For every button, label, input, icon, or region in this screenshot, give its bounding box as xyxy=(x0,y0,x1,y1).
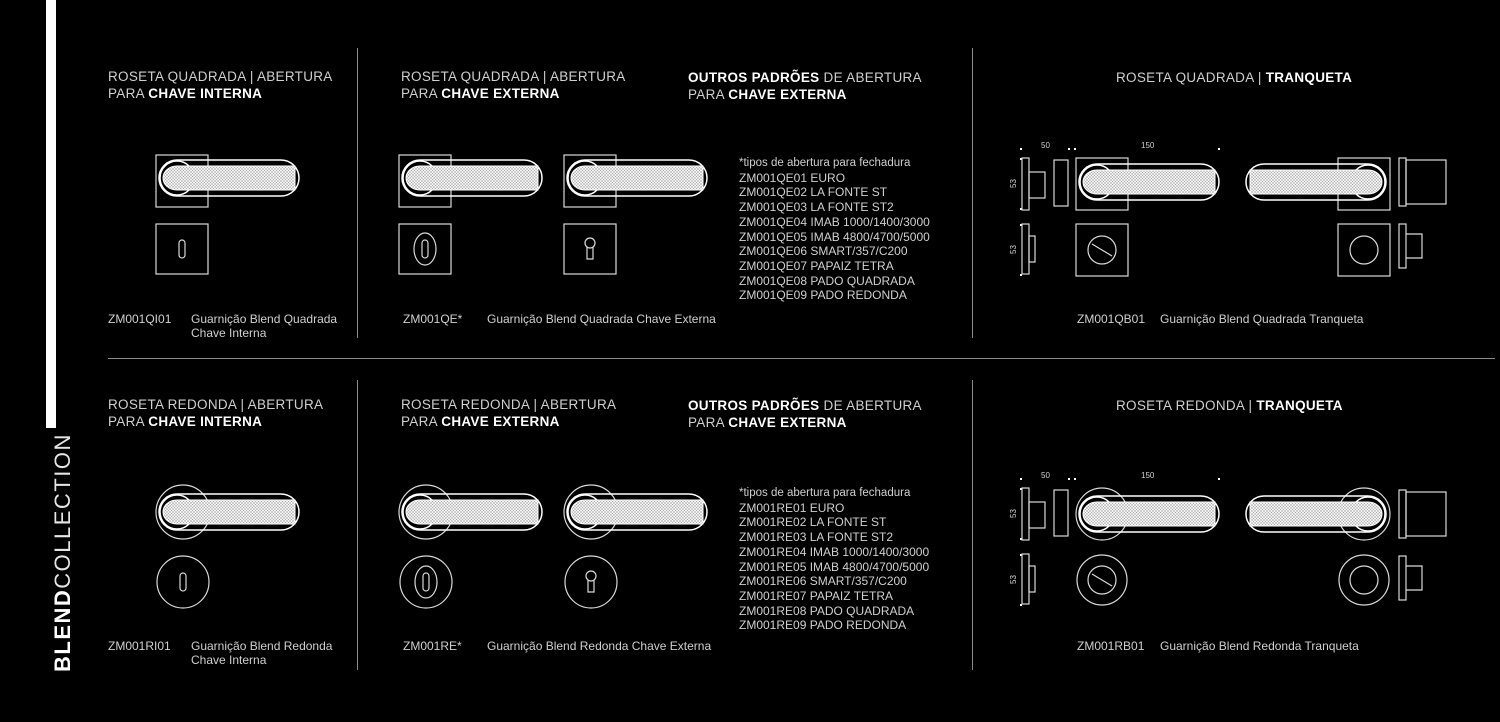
product-code-row: ZM001QI01 Guarnição Blend Quadrada Chave Interna xyxy=(108,312,338,340)
section-title-square-external: ROSETA QUADRADA | ABERTURA PARA CHAVE EXTERNA xyxy=(401,69,626,101)
opening-types-list: *tipos de abertura para fechadura ZM001QE01 EURO ZM001QE02 LA FONTE ST ZM001QE03 LA FONTE ST2 ZM001QE04 IMAB 1000/1400/3000 ZM001QE05 IMAB 4800/4700/5000 ZM001QE06 SMART/357/C200 ZM001QE07 PAPAIZ TETRA ZM001QE08 PADO QUADRADA ZM001QE09 PADO REDONDA xyxy=(739,157,930,303)
section-title-round-tranqueta: ROSETA REDONDA | TRANQUETA xyxy=(1116,398,1343,413)
handle-round-external-oval-drawing xyxy=(398,485,548,610)
list-item: ZM001QE03 LA FONTE ST2 xyxy=(739,200,894,215)
handle-square-external-oval-drawing xyxy=(398,154,548,279)
list-item: ZM001QE06 SMART/357/C200 xyxy=(739,244,908,259)
svg-text:53: 53 xyxy=(1009,575,1018,584)
section-title-square-internal: ROSETA QUADRADA | ABERTURA PARA CHAVE INTERNA xyxy=(108,69,333,101)
svg-text:50: 50 xyxy=(1041,471,1050,480)
handle-round-external-euro-drawing xyxy=(563,485,713,610)
tranqueta-square-technical-drawing xyxy=(1006,138,1456,283)
list-item: ZM001QE08 PADO QUADRADA xyxy=(739,273,915,288)
spine-bar xyxy=(46,0,56,428)
list-item: ZM001RE04 IMAB 1000/1400/3000 xyxy=(739,544,930,559)
svg-text:150: 150 xyxy=(1141,141,1155,150)
divider-vertical xyxy=(357,380,358,670)
section-title-other-patterns: OUTROS PADRÕES DE ABERTURA PARA CHAVE EXTERNA xyxy=(688,398,922,430)
svg-text:150: 150 xyxy=(1141,471,1155,480)
handle-square-external-euro-drawing xyxy=(563,154,713,279)
svg-text:53: 53 xyxy=(1009,509,1018,518)
svg-text:50: 50 xyxy=(1041,141,1050,150)
handle-round-internal-drawing xyxy=(155,485,305,610)
divider-vertical xyxy=(357,48,358,338)
section-title-round-external: ROSETA REDONDA | ABERTURA PARA CHAVE EXTERNA xyxy=(401,397,617,429)
list-item: ZM001RE09 PADO REDONDA xyxy=(739,618,907,633)
product-code-row: ZM001RB01 Guarnição Blend Redonda Tranqueta xyxy=(1077,639,1359,653)
svg-text:53: 53 xyxy=(1009,245,1018,254)
list-item: ZM001RE03 LA FONTE ST2 xyxy=(739,530,894,545)
handle-square-internal-drawing xyxy=(155,154,305,279)
list-item: ZM001QE09 PADO REDONDA xyxy=(739,288,907,303)
product-code-row: ZM001RE* Guarnição Blend Redonda Chave Externa xyxy=(403,639,712,653)
list-item: ZM001QE04 IMAB 1000/1400/3000 xyxy=(739,214,930,229)
list-item: ZM001RE01 EURO xyxy=(739,500,845,515)
list-item: ZM001QE05 IMAB 4800/4700/5000 xyxy=(739,229,930,244)
list-item: ZM001RE07 PAPAIZ TETRA xyxy=(739,588,894,603)
product-code-row: ZM001QB01 Guarnição Blend Quadrada Tranqueta xyxy=(1077,312,1364,326)
list-item: ZM001RE06 SMART/357/C200 xyxy=(739,574,907,589)
divider-horizontal xyxy=(108,358,1495,359)
list-item: ZM001QE07 PAPAIZ TETRA xyxy=(739,258,894,273)
section-title-other-patterns: OUTROS PADRÕES DE ABERTURA PARA CHAVE EXTERNA xyxy=(688,70,922,102)
list-item: ZM001RE08 PADO QUADRADA xyxy=(739,603,915,618)
section-title-square-tranqueta: ROSETA QUADRADA | TRANQUETA xyxy=(1116,70,1353,85)
collection-label: BLENDCOLLECTION xyxy=(50,433,75,672)
tranqueta-round-technical-drawing xyxy=(1006,466,1456,611)
list-item: ZM001RE02 LA FONTE ST xyxy=(739,515,887,530)
divider-vertical xyxy=(972,48,973,338)
list-item: ZM001QE01 EURO xyxy=(739,170,846,185)
svg-text:53: 53 xyxy=(1009,179,1018,188)
product-code-row: ZM001RI01 Guarnição Blend Redonda Chave Interna xyxy=(108,639,333,667)
list-item: ZM001QE02 LA FONTE ST xyxy=(739,185,888,200)
opening-types-list: *tipos de abertura para fechadura ZM001RE01 EURO ZM001RE02 LA FONTE ST ZM001RE03 LA FONTE ST2 ZM001RE04 IMAB 1000/1400/3000 ZM001RE05 IMAB 4800/4700/5000 ZM001RE06 SMART/357/C200 ZM001RE07 PAPAIZ TETRA ZM001RE08 PADO QUADRADA ZM001RE09 PADO REDONDA xyxy=(739,487,930,633)
divider-vertical xyxy=(972,380,973,670)
section-title-round-internal: ROSETA REDONDA | ABERTURA PARA CHAVE INTERNA xyxy=(108,397,324,429)
product-code-row: ZM001QE* Guarnição Blend Quadrada Chave Externa xyxy=(403,312,716,326)
list-item: ZM001RE05 IMAB 4800/4700/5000 xyxy=(739,559,930,574)
